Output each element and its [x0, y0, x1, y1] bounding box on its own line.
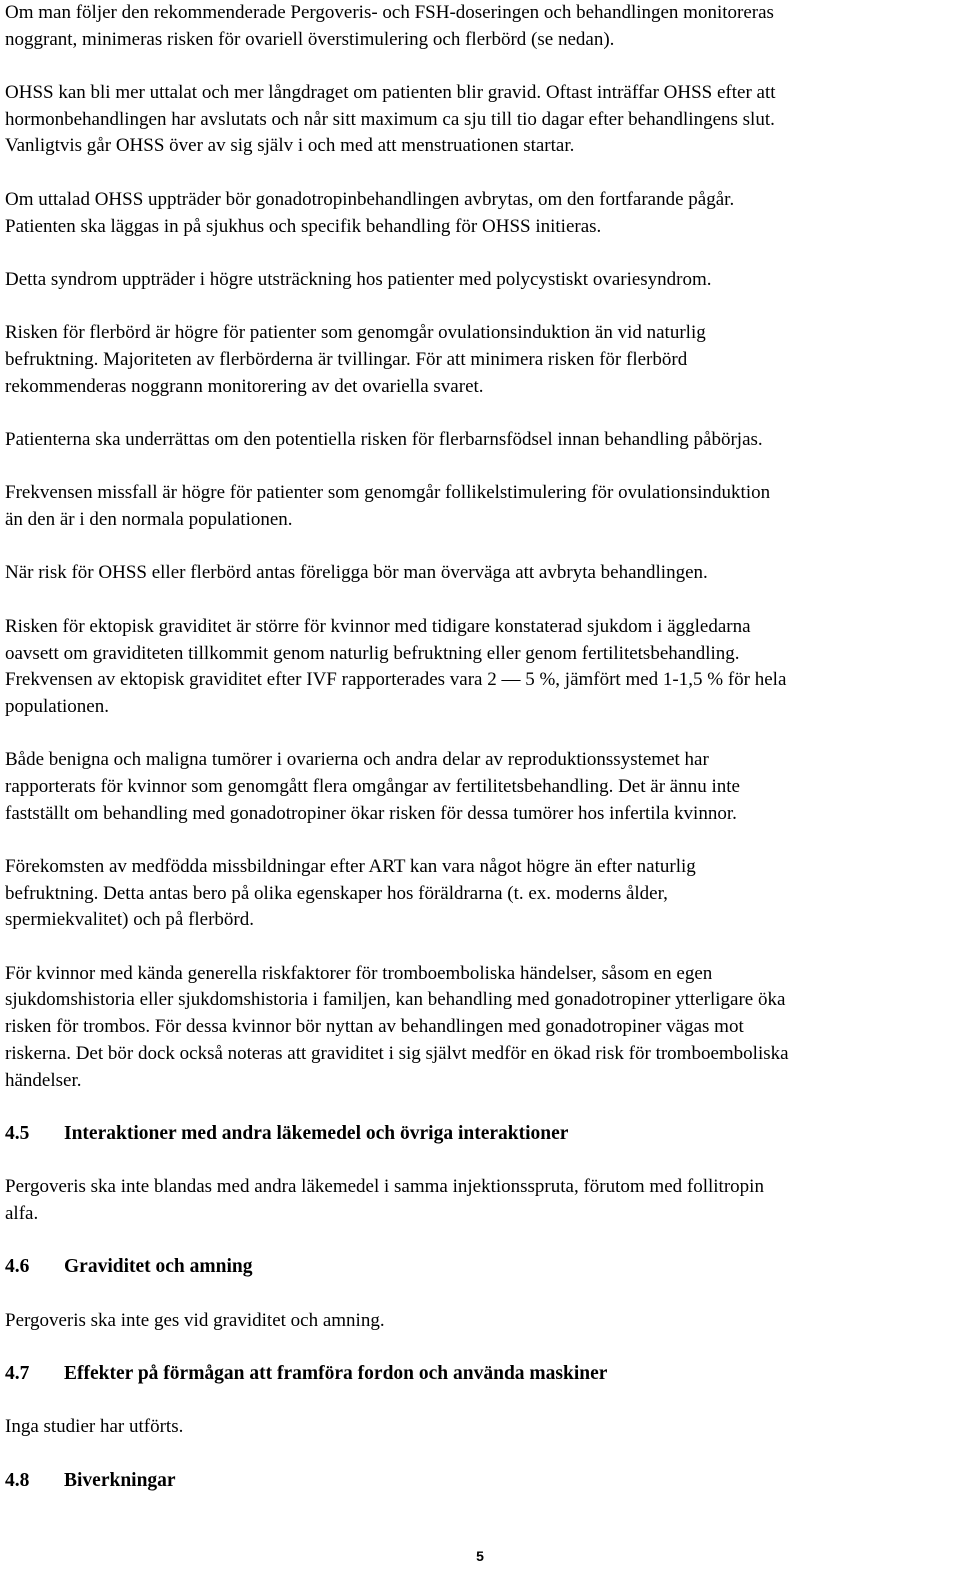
section-number: 4.8: [5, 1469, 30, 1491]
text-line: spermiekvalitet) och på flerbörd.: [5, 909, 255, 931]
text-line: Pergoveris ska inte ges vid graviditet och amning.: [5, 1309, 385, 1331]
text-line: än den är i den normala populationen.: [5, 509, 293, 531]
text-line: OHSS kan bli mer uttalat och mer långdraget om patienten blir gravid. Oftast inträffar OHSS efter att: [5, 82, 776, 104]
paragraph-dosing-monitoring: [5, 0, 960, 53]
text-line: fastställt om behandling med gonadotropiner ökar risken för dessa tumörer hos infertila kvinnor.: [5, 802, 737, 824]
text-line: Inga studier har utförts.: [5, 1416, 184, 1438]
section-title: Interaktioner med andra läkemedel och övriga interaktioner: [64, 1122, 569, 1144]
section-number: 4.7: [5, 1363, 30, 1385]
text-line: befruktning. Majoriteten av flerbörderna är tvillingar. För att minimera risken för flerbörd: [5, 348, 688, 370]
section-heading-4-6: [5, 1254, 960, 1281]
document-page: [5, 0, 960, 1521]
section-heading-4-5: [5, 1121, 960, 1148]
text-line: alfa.: [5, 1202, 39, 1224]
section-title: Effekter på förmågan att framföra fordon och använda maskiner: [64, 1363, 608, 1385]
text-line: rekommenderas noggrann monitorering av det ovariella svaret.: [5, 375, 484, 397]
section-title: Graviditet och amning: [64, 1256, 253, 1278]
text-line: Pergoveris ska inte blandas med andra läkemedel i samma injektionsspruta, förutom med follitropin: [5, 1176, 764, 1198]
text-line: Risken för ektopisk graviditet är större för kvinnor med tidigare konstaterad sjukdom i äggledarna: [5, 615, 751, 637]
section-heading-4-8: [5, 1468, 960, 1495]
text-line: Frekvensen av ektopisk graviditet efter IVF rapporterades vara 2 — 5 %, jämfört med 1-1,5 % för hela: [5, 669, 787, 691]
text-line: När risk för OHSS eller flerbörd antas föreligga bör man överväga att avbryta behandlingen.: [5, 562, 708, 584]
text-line: oavsett om graviditeten tillkommit genom naturlig befruktning eller genom fertilitetsbehandling.: [5, 642, 740, 664]
text-line: rapporterats för kvinnor som genomgått flera omgångar av fertilitetsbehandling. Det är ännu inte: [5, 775, 740, 797]
section-number: 4.6: [5, 1256, 30, 1278]
text-line: Om uttalad OHSS uppträder bör gonadotropinbehandlingen avbrytas, om den fortfarande pågår.: [5, 188, 735, 210]
paragraph-ectopic-pregnancy: [5, 614, 960, 721]
paragraph-interactions: [5, 1174, 960, 1227]
text-line: hormonbehandlingen har avslutats och når sitt maximum ca sju till tio dagar efter behandlingens slut.: [5, 108, 775, 130]
section-heading-4-7: [5, 1361, 960, 1388]
paragraph-ohss-pregnancy: [5, 80, 960, 160]
text-line: populationen.: [5, 695, 109, 717]
text-line: Detta syndrom uppträder i högre utsträckning hos patienter med polycystiskt ovariesyndrom.: [5, 268, 712, 290]
paragraph-driving: [5, 1414, 960, 1441]
text-line: befruktning. Detta antas bero på olika egenskaper hos föräldrarna (t. ex. moderns ålder,: [5, 882, 668, 904]
paragraph-tumours: [5, 747, 960, 827]
section-number: 4.5: [5, 1122, 30, 1144]
paragraph-severe-ohss: [5, 187, 960, 240]
text-line: Vanligtvis går OHSS över av sig själv i och med att menstruationen startar.: [5, 135, 575, 157]
text-line: sjukdomshistoria eller sjukdomshistoria i familjen, kan behandling med gonadotropiner ytterligare öka: [5, 989, 786, 1011]
text-line: Frekvensen missfall är högre för patienter som genomgår follikelstimulering för ovulationsinduktion: [5, 482, 771, 504]
text-line: riskerna. Det bör dock också noteras att graviditet i sig självt medför en ökad risk för tromboemboliska: [5, 1042, 789, 1064]
text-line: Både benigna och maligna tumörer i ovarierna och andra delar av reproduktionssystemet har: [5, 749, 709, 771]
text-line: För kvinnor med kända generella riskfaktorer för tromboemboliska händelser, såsom en egen: [5, 962, 713, 984]
paragraph-pregnancy: [5, 1308, 960, 1335]
text-line: händelser.: [5, 1069, 82, 1091]
text-line: Risken för flerbörd är högre för patienter som genomgår ovulationsinduktion än vid naturlig: [5, 322, 706, 344]
section-title: Biverkningar: [64, 1469, 176, 1491]
text-line: Om man följer den rekommenderade Pergoveris- och FSH-doseringen och behandlingen monitoreras: [5, 2, 774, 23]
paragraph-inform-patients: [5, 427, 960, 454]
paragraph-pcos: [5, 267, 960, 294]
text-line: Förekomsten av medfödda missbildningar efter ART kan vara något högre än efter naturlig: [5, 856, 696, 877]
text-line: Patienterna ska underrättas om den potentiella risken för flerbarnsfödsel innan behandling påbörjas.: [5, 429, 763, 450]
paragraph-miscarriage: [5, 480, 960, 533]
text-line: noggrant, minimeras risken för ovariell överstimulering och flerbörd (se nedan).: [5, 28, 615, 50]
paragraph-thromboembolic: [5, 961, 960, 1094]
text-line: risken för trombos. För dessa kvinnor bör nyttan av behandlingen med gonadotropiner vägas mot: [5, 1016, 744, 1038]
paragraph-congenital-malformations: [5, 854, 960, 934]
page-number: 5: [476, 1548, 484, 1564]
paragraph-multiple-births: [5, 320, 960, 400]
text-line: Patienten ska läggas in på sjukhus och specifik behandling för OHSS initieras.: [5, 215, 602, 237]
paragraph-stop-treatment: [5, 560, 960, 587]
